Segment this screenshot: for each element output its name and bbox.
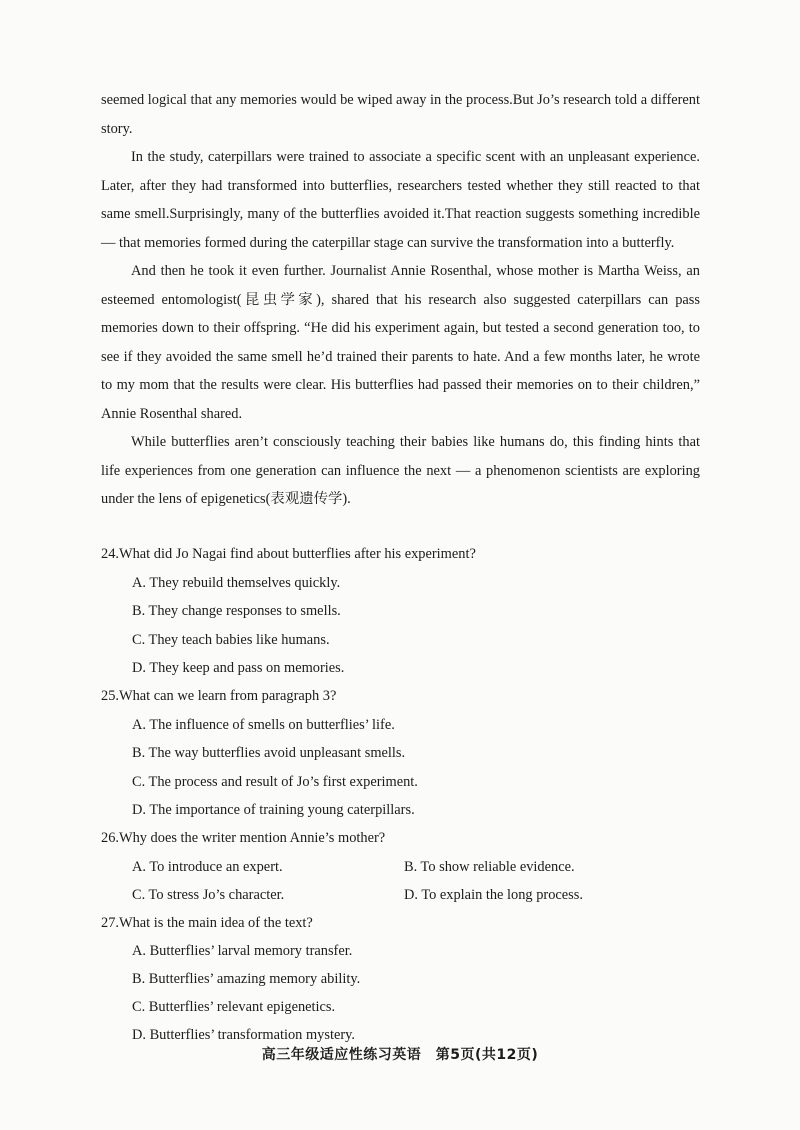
question-option: C. Butterflies’ relevant epigenetics. bbox=[132, 999, 336, 1015]
passage-paragraph: And then he took it even further. Journalist Annie Rosenthal, whose mother is Martha Weiss, an esteemed entomologist(昆虫学家), shared that his research also suggested caterpillars can pass memories down to their offspring. “He did his experiment again, but tested a second generation too, to see if they avoided the same smell he’d trained their parents to hate. And a few months later, he wrote to my mom that the results were clear. His butterflies had passed their memories on to their children,” Annie Rosenthal shared. bbox=[101, 263, 700, 422]
question-option: A. Butterflies’ larval memory transfer. bbox=[132, 943, 353, 959]
question-stem: 27.What is the main idea of the text? bbox=[101, 915, 313, 931]
question-option: C. To stress Jo’s character. bbox=[132, 887, 285, 903]
question-option: D. Butterflies’ transformation mystery. bbox=[132, 1027, 355, 1043]
question-option: B. The way butterflies avoid unpleasant smells. bbox=[132, 745, 406, 761]
page-footer: 高三年级适应性练习英语 第5页(共12页) bbox=[261, 1047, 539, 1063]
question-option: B. Butterflies’ amazing memory ability. bbox=[132, 971, 361, 987]
question-stem: 25.What can we learn from paragraph 3? bbox=[101, 688, 337, 704]
question-stem: 26.Why does the writer mention Annie’s mother? bbox=[101, 830, 386, 846]
passage-paragraph: In the study, caterpillars were trained to associate a specific scent with an unpleasant experience. Later, after they had transformed into butterflies, researchers tested whether they still reacted to that same smell.Surprisingly, many of the butterflies avoided it.That reaction suggests something incredible — that memories formed during the caterpillar stage can survive the transformation into a butterfly. bbox=[101, 149, 700, 251]
question-option: D. They keep and pass on memories. bbox=[132, 660, 345, 676]
question-option: A. The influence of smells on butterflies’ life. bbox=[132, 717, 395, 733]
question-option: A. They rebuild themselves quickly. bbox=[132, 575, 341, 591]
question-option: C. They teach babies like humans. bbox=[132, 632, 330, 648]
question-option: D. The importance of training young caterpillars. bbox=[132, 802, 415, 818]
question-option: B. They change responses to smells. bbox=[132, 603, 341, 619]
question-option: A. To introduce an expert. bbox=[132, 859, 283, 875]
reading-passage bbox=[101, 86, 700, 514]
question-option: B. To show reliable evidence. bbox=[404, 859, 575, 875]
question-option: D. To explain the long process. bbox=[404, 887, 583, 903]
question-stem: 24.What did Jo Nagai find about butterflies after his experiment? bbox=[101, 546, 476, 562]
passage-paragraph: While butterflies aren’t consciously teaching their babies like humans do, this finding hints that life experiences from one generation can influence the next — a phenomenon scientists are exploring under the lens of epigenetics(表观遗传学). bbox=[101, 434, 700, 507]
passage-paragraph: seemed logical that any memories would be wiped away in the process.But Jo’s research told a different story. bbox=[101, 92, 700, 137]
question-option: C. The process and result of Jo’s first experiment. bbox=[132, 774, 418, 790]
